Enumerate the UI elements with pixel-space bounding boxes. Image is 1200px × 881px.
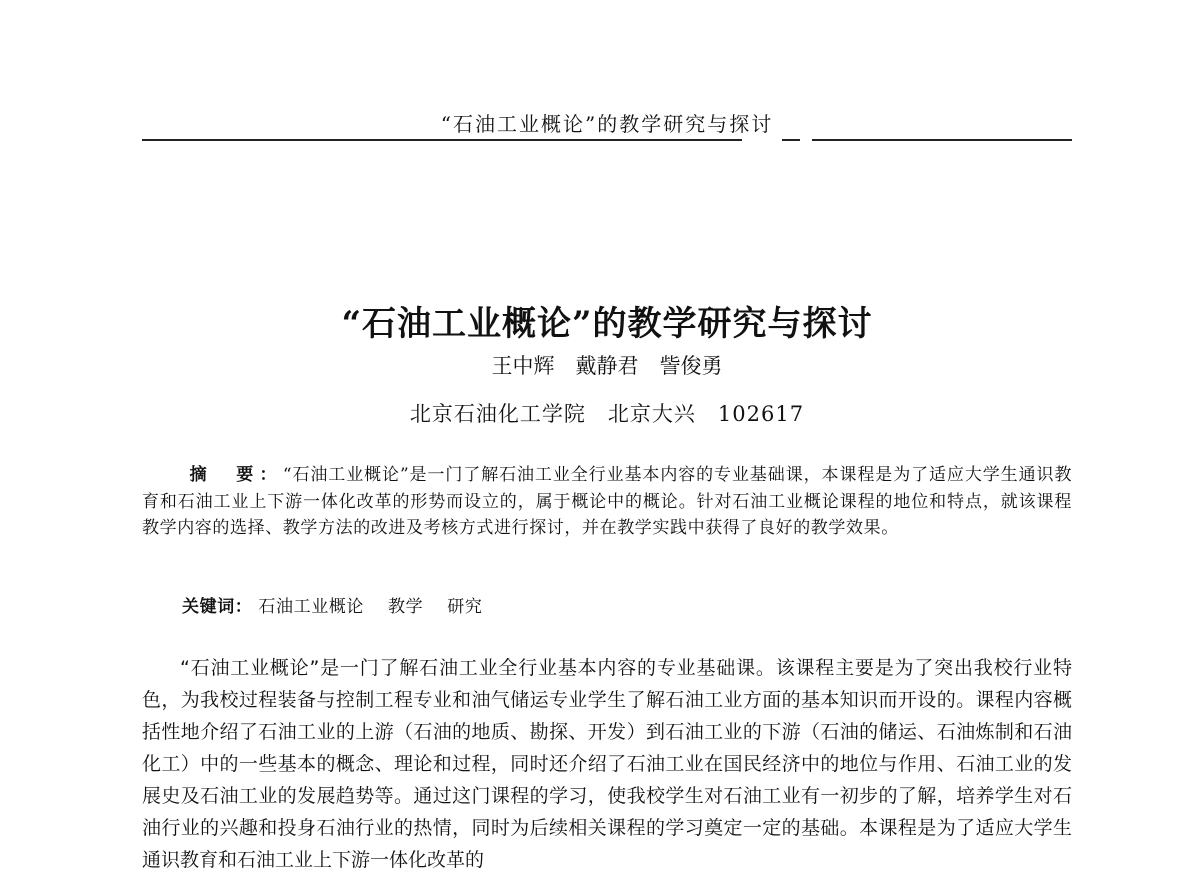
abstract-label: 摘 要：: [189, 465, 283, 485]
paper-title: “石油工业概论”的教学研究与探讨: [341, 304, 873, 344]
abstract: [142, 462, 1072, 542]
header-rule-segment: [782, 139, 800, 141]
keyword: 教学: [388, 597, 424, 617]
keyword: 石油工业概论: [258, 597, 365, 617]
body-paragraph: “石油工业概论”是一门了解石油工业全行业基本内容的专业基础课。该课程主要是为了突出我校行业特色，为我校过程装备与控制工程专业和油气储运专业学生了解石油工业方面的基本知识而开设的。课程内容概括性地介绍了石油工业的上游（石油的地质、勘探、开发）到石油工业的下游（石油的储运、石油炼制和石油化工）中的一些基本的概念、理论和过程，同时还介绍了石油工业在国民经济中的地位与作用、石油工业的发展史及石油工业的发展趋势等。通过这门课程的学习，使我校学生对石油工业有一初步的了解，培养学生对石油行业的兴趣和投身石油行业的热情，同时为后续相关课程的学习奠定一定的基础。本课程是为了适应大学生通识教育和石油工业上下游一体化改革的: [142, 657, 1072, 871]
authors: 王中辉 戴静君 訾俊勇: [491, 354, 723, 378]
keyword: 研究: [447, 597, 483, 617]
affiliation: 北京石油化工学院 北京大兴 102617: [409, 402, 805, 426]
header-rule-segment: [812, 139, 1072, 141]
keywords: [182, 592, 500, 617]
keywords-label: 关键词：: [182, 597, 253, 617]
header-rule: [142, 139, 742, 141]
abstract-text: “石油工业概论”是一门了解石油工业全行业基本内容的专业基础课，本课程是为了适应大学生通识教育和石油工业上下游一体化改革的形势而设立的，属于概论中的概论。针对石油工业概论课程的地位和特点，就该课程教学内容的选择、教学方法的改进及考核方式进行探讨，并在教学实践中获得了良好的教学效果。: [142, 465, 1073, 538]
running-header: “石油工业概论”的教学研究与探讨: [440, 112, 774, 136]
